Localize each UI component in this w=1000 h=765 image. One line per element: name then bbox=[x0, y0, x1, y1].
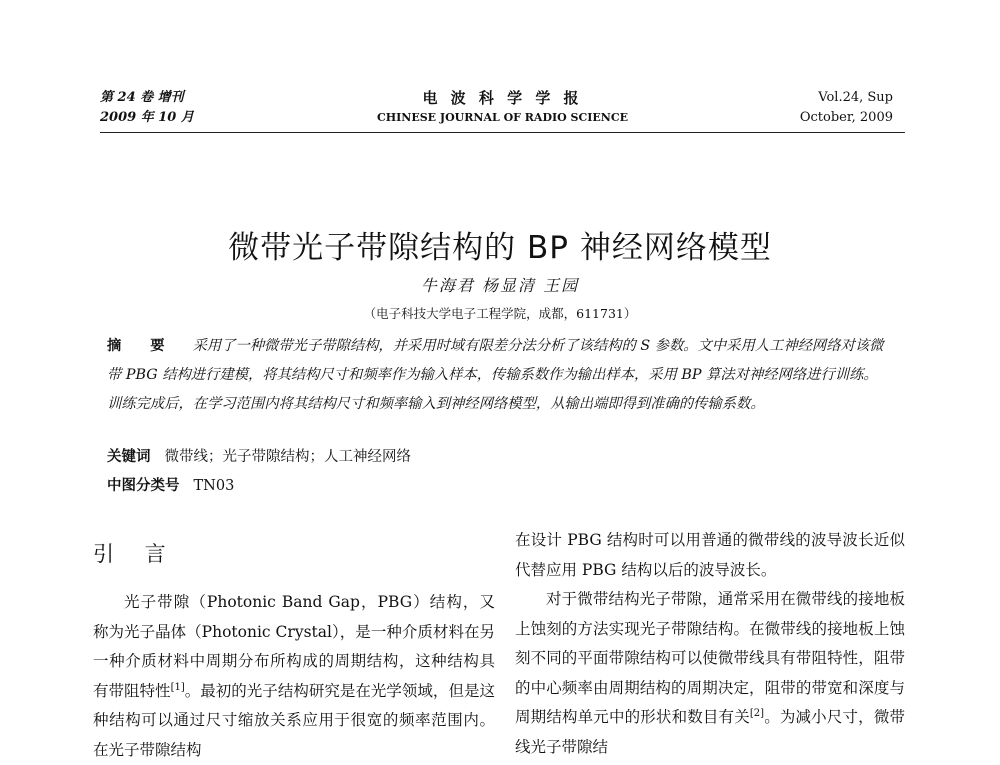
keywords-text: 微带线；光子带隙结构；人工神经网络 bbox=[164, 449, 411, 465]
abstract-text: 采用了一种微带光子带隙结构，并采用时域有限差分法分析了该结构的 S 参数。文中采用人工神经网络对该微带 PBG 结构进行建模，将其结构尺寸和频率作为输入样本，传输系数作为输出样本，采用 BP 算法对神经网络进行训练。训练完成后，在学习范围内将其结构尺寸和频率输入到神经网络模型，从输出端即得到准确的传输系数。 bbox=[107, 338, 884, 412]
paper-authors: 牛海君 杨显清 王园 bbox=[420, 276, 580, 295]
right-paragraph bbox=[515, 585, 905, 762]
journal-name-en: CHINESE JOURNAL OF RADIO SCIENCE bbox=[377, 111, 628, 124]
intro-text-b: 。最初的光子结构研究是在光学领域，但是这种结构可以通过尺寸缩放关系应用于很宽的频率范围内。在光子带隙结构 bbox=[93, 681, 495, 759]
journal-name bbox=[100, 88, 905, 128]
classification bbox=[107, 474, 234, 495]
journal-header bbox=[100, 88, 905, 133]
volume-en: Vol.24, Sup bbox=[818, 90, 893, 105]
citation-ref-2: [2] bbox=[749, 708, 765, 719]
classification-code: TN03 bbox=[193, 478, 235, 494]
volume-issue: 第 24 卷 增刊 bbox=[100, 90, 184, 105]
right-paragraph-continued: 在设计 PBG 结构时可以用普通的微带线的波导波长近似代替应用 PBG 结构以后的波导波长。 bbox=[515, 531, 905, 579]
section-heading: 引 言 bbox=[93, 542, 178, 566]
issue-date-en: October, 2009 bbox=[799, 110, 893, 125]
classification-label: 中图分类号 bbox=[107, 478, 180, 494]
keywords bbox=[107, 445, 411, 466]
intro-paragraph bbox=[93, 588, 495, 765]
right-text-b: 。为减小尺寸，微带线光子带隙结 bbox=[515, 708, 905, 756]
keywords-label: 关键词 bbox=[107, 449, 151, 465]
volume-info-en bbox=[800, 88, 893, 128]
issue-date-cn: 2009 年 10 月 bbox=[100, 110, 194, 125]
left-column bbox=[93, 588, 495, 765]
paper-title: 微带光子带隙结构的 BP 神经网络模型 bbox=[228, 230, 772, 266]
citation-ref-1: [1] bbox=[170, 681, 185, 693]
author-affiliation: （电子科技大学电子工程学院，成都，611731） bbox=[363, 306, 637, 321]
right-column bbox=[515, 526, 905, 762]
abstract-label: 摘 要 bbox=[107, 338, 177, 354]
abstract bbox=[107, 332, 887, 419]
journal-name-cn: 电 波 科 学 学 报 bbox=[422, 89, 583, 107]
intro-text-a: 光子带隙（Photonic Band Gap，PBG）结构，又称为光子晶体（Photonic Crystal），是一种介质材料在另一种介质材料中周期分布所构成的周期结构，这种结构具有带阻特性 bbox=[93, 593, 495, 700]
right-text-a: 对于微带结构光子带隙，通常采用在微带线的接地板上蚀刻的方法实现光子带隙结构。在微带线的接地板上蚀刻不同的平面带隙结构可以使微带线具有带阻特性，阻带的中心频率由周期结构的周期决定，阻带的带宽和深度与周期结构单元中的形状和数目有关 bbox=[515, 590, 905, 726]
